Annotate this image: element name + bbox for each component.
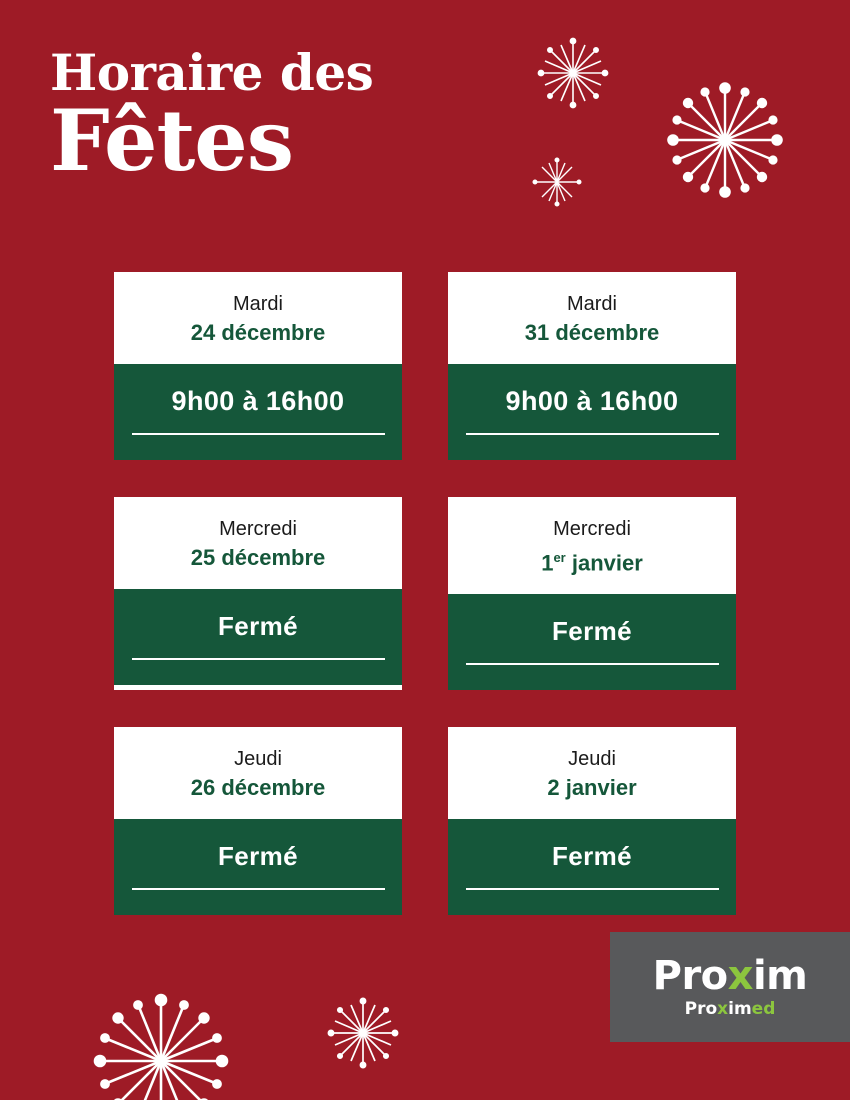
- card-day: Mercredi: [553, 518, 631, 540]
- card-date: [458, 543, 726, 578]
- title-line-1: Horaire des: [50, 43, 374, 102]
- snowflake-icon: [536, 36, 610, 110]
- card-day: Mardi: [232, 293, 283, 315]
- logo-sub-im: im: [728, 999, 752, 1019]
- snowflake-icon: [86, 986, 236, 1100]
- card-day: Mardi: [566, 293, 617, 315]
- logo-x: x: [727, 953, 753, 999]
- card-date: 25 décembre: [190, 545, 326, 570]
- logo-pro: Pro: [652, 953, 728, 999]
- logo-proximed: [685, 999, 776, 1019]
- schedule-card: [114, 272, 402, 460]
- card-underline: [132, 888, 385, 890]
- card-date-month: janvier: [565, 550, 643, 576]
- card-underline: [466, 663, 719, 665]
- card-hours-panel: [448, 819, 736, 915]
- card-day: Mercredi: [219, 518, 297, 540]
- card-hours: Fermé: [217, 841, 299, 872]
- card-underline: [132, 433, 385, 435]
- card-hours-panel: [114, 819, 402, 915]
- card-hours: Fermé: [551, 841, 633, 872]
- card-date: 24 décembre: [190, 320, 326, 345]
- card-date: 26 décembre: [190, 775, 326, 801]
- snowflake-icon: [661, 76, 789, 204]
- schedule-card: [448, 727, 736, 915]
- snowflake-icon: [531, 156, 583, 208]
- card-date-number: 1: [541, 550, 554, 576]
- card-underline: [132, 658, 385, 660]
- schedule-card: [448, 497, 736, 690]
- card-header: [114, 727, 402, 819]
- schedule-grid: [114, 272, 736, 915]
- card-date: 2 janvier: [547, 775, 637, 801]
- snowflake-icon: [325, 995, 401, 1071]
- card-underline: [466, 888, 719, 890]
- card-hours: Fermé: [551, 616, 633, 647]
- card-hours-panel: [448, 364, 736, 460]
- card-header: [448, 497, 736, 594]
- card-header: [114, 272, 402, 364]
- logo-sub-pro: Pro: [684, 999, 718, 1019]
- card-day: Jeudi: [568, 748, 616, 771]
- card-hours-panel: [114, 589, 402, 685]
- schedule-card: [114, 727, 402, 915]
- schedule-card: [114, 497, 402, 690]
- logo-sub-ed: ed: [751, 999, 776, 1019]
- page-title: [50, 43, 374, 190]
- card-hours-panel: [114, 364, 402, 460]
- card-hours: 9h00 à 16h00: [505, 386, 679, 416]
- card-hours: 9h00 à 16h00: [171, 386, 345, 416]
- card-header: [114, 497, 402, 589]
- brand-logo: [610, 932, 850, 1042]
- schedule-card: [448, 272, 736, 460]
- card-hours: Fermé: [217, 611, 299, 641]
- logo-proxim: [653, 955, 808, 997]
- card-header: [448, 727, 736, 819]
- card-date: 31 décembre: [524, 320, 660, 345]
- title-line-2: Fêtes: [50, 91, 294, 190]
- card-day: Jeudi: [234, 748, 282, 771]
- card-header: [448, 272, 736, 364]
- card-underline: [466, 433, 719, 435]
- card-date-suffix: er: [553, 550, 566, 565]
- logo-sub-x: x: [717, 999, 729, 1019]
- card-hours-panel: [448, 594, 736, 690]
- logo-im: im: [752, 953, 808, 999]
